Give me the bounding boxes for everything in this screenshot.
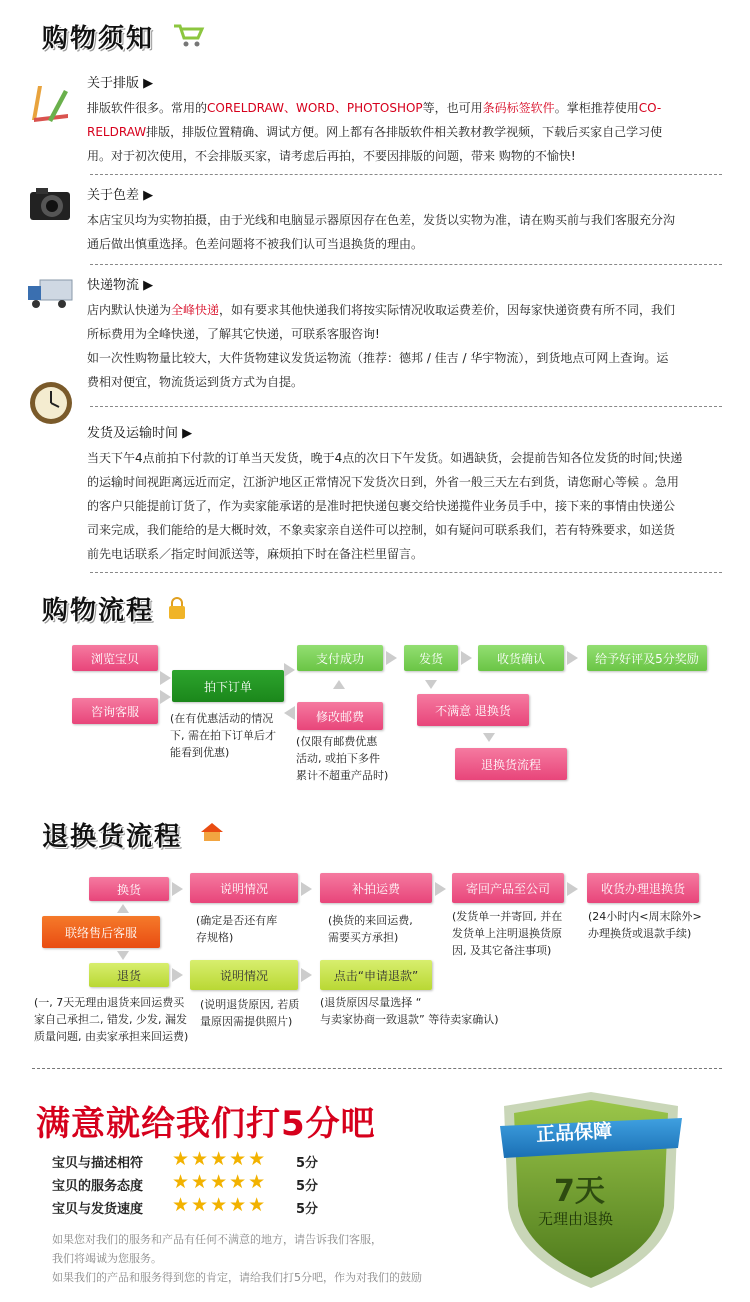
arrow-right-icon [172, 968, 183, 982]
postage-cost-note: (换货的来回运费, 需要买方承担) [328, 914, 413, 944]
refund-note: (一, 7天无理由退货来回运费买 家自己承担二, 错发, 少发, 漏发 质量问题, 由卖家承担来回运费) [34, 996, 189, 1043]
apply-refund-box: 点击“申请退款” [320, 960, 432, 990]
house-icon [200, 822, 224, 842]
truck-icon [26, 272, 70, 316]
camera-icon [28, 182, 72, 226]
stars-icon: ★★★★★ [172, 1194, 268, 1216]
arrow-right-icon [435, 882, 446, 896]
apply-note: (退货原因尽量选择 “ 与卖家协商一致退款” 等待卖家确认) [320, 996, 499, 1026]
divider [90, 264, 722, 265]
section-delivery-time: 发货及运输时间 ▶ 当天下午4点前拍下付款的订单当天发货，晚于4点的次日下午发货。如遇缺货，会提前告知各位发货的时间;快递 的运输时间视距离远近而定，江浙沪地区正常情况下发货次日到，外省一般三天左右到货，请您耐心等候 。急用 的客户只能提前订货了，作为卖家能承诺的是准时把快递包裹交给快递揽件业务员手中，接下来的事情由快递公 司来完成，我们能给的是大概时效，不象卖家亲自送件可以控制，如有疑问可联系我们，若有特殊要求，如送货 前先电话联系／指定时间派送等，麻烦拍下时在备注栏里留言。 [87, 426, 683, 561]
arrow-down-icon [425, 680, 437, 689]
rating-row: 宝贝的服务态度 [52, 1179, 144, 1194]
section-shipping: 快递物流 ▶ 店内默认快递为全峰快递，如有要求其他快递我们将按实际情况收取运费差价，因每家快递资费有所不同，我们 所标费用为全峰快递，了解其它快递，可联系客服咨询! 如一次性购物量比较大，大件货物建议发货运物流（推荐：德邦 / 佳吉 / 华宇物流），到货地点可网上查询。运 费相对便宜，物流货运到货方式为自提。 [87, 278, 676, 389]
refund-box: 退货 [89, 963, 169, 987]
receive-box: 收货确认 [478, 645, 564, 671]
arrow-right-icon [160, 671, 171, 685]
score: 5分 [296, 1179, 319, 1194]
score: 5分 [296, 1156, 319, 1171]
stars-icon: ★★★★★ [172, 1148, 268, 1170]
arrow-right-icon [301, 968, 312, 982]
return-flow-box: 退换货流程 [455, 748, 567, 780]
heading-flow: 购物流程 [42, 596, 155, 626]
postage-note: (仅限有邮费优惠 活动, 或拍下多件 累计不超重产品时) [296, 735, 389, 782]
arrow-left-icon [284, 706, 295, 720]
ruler-pencil-icon [28, 80, 72, 124]
section-color: 关于色差 ▶ 本店宝贝均为实物拍摄，由于光线和电脑显示器原因存在色差，发货以实物为准，请在购买前与我们客服充分沟 通后做出慎重选择。色差问题将不被我们认可当退换货的理由。 [87, 188, 676, 251]
slogan: 满意就给我们打5分吧 [36, 1104, 376, 1144]
pay-box: 支付成功 [297, 645, 383, 671]
exchange-box: 换货 [89, 877, 169, 901]
arrow-right-icon [301, 882, 312, 896]
send-back-note: (发货单一并寄回, 并在 发货单上注明退换货原 因, 及其它备注事项) [452, 910, 563, 957]
browse-box: 浏览宝贝 [72, 645, 158, 671]
badge-days: 7天 [554, 1174, 605, 1209]
arrow-right-icon [461, 651, 472, 665]
heading-notice: 购物须知 [42, 24, 155, 54]
arrow-down-icon [117, 951, 129, 960]
send-back-box: 寄回产品至公司 [452, 873, 564, 903]
process-note: (24小时内<周末除外> 办理换货或退款手续) [588, 910, 702, 940]
divider [90, 572, 722, 573]
rating-row: 宝贝与发货速度 [52, 1202, 144, 1217]
explain-box-2: 说明情况 [190, 960, 298, 990]
arrow-down-icon [483, 733, 495, 742]
order-note: (在有优惠活动的情况 下, 需在拍下订单后才 能看到优惠) [170, 712, 276, 759]
guarantee-shield-icon [496, 1088, 686, 1292]
score: 5分 [296, 1202, 319, 1217]
stock-note: (确定是否还有库 存规格) [196, 914, 278, 944]
ship-box: 发货 [404, 645, 458, 671]
order-box: 拍下订单 [172, 670, 284, 702]
consult-box: 咨询客服 [72, 698, 158, 724]
repay-postage-box: 补拍运费 [320, 873, 432, 903]
review-box: 给予好评及5分奖励 [587, 645, 707, 671]
footer-text: 如果您对我们的服务和产品有任何不满意的地方，请告诉我们客服， 我们将竭诚为您服务。 如果我们的产品和服务得到您的肯定，请给我们打5分吧，作为对我们的鼓励 [52, 1233, 422, 1284]
section-layout: 关于排版 ▶ 排版软件很多。常用的CORELDRAW、WORD、PHOTOSHOP等，也可用条码标签软件。掌柜推荐使用CO- RELDRAW排版，排版位置精确、调试方便。网上都有各排版软件相关教材教学视频，下载后买家自己学习使 用。对于初次使用，不会排版买家，请考虑后再拍，不要因排版的问题，带来 购物的不愉快! [87, 76, 663, 163]
stars-icon: ★★★★★ [172, 1171, 268, 1193]
arrow-right-icon [386, 651, 397, 665]
arrow-up-icon [333, 680, 345, 689]
heading-returns: 退换货流程 [42, 822, 183, 852]
divider [32, 1068, 722, 1069]
clock-icon [28, 380, 74, 426]
arrow-right-icon [567, 882, 578, 896]
badge-subtitle: 无理由退换 [538, 1210, 614, 1228]
rating-row: 宝贝与描述相符 [52, 1156, 144, 1171]
unsatisfied-box: 不满意 退换货 [417, 694, 529, 726]
arrow-right-icon [567, 651, 578, 665]
arrow-up-icon [117, 904, 129, 913]
arrow-right-icon [172, 882, 183, 896]
process-box: 收货办理退换货 [587, 873, 699, 903]
contact-service-box: 联络售后客服 [42, 916, 160, 948]
arrow-right-icon [160, 690, 171, 704]
lock-icon [167, 596, 187, 620]
shopping-cart-icon [172, 22, 206, 48]
arrow-right-icon [284, 663, 295, 677]
reason-note: (说明退货原因, 若质 量原因需提供照片) [200, 998, 300, 1028]
explain-box-1: 说明情况 [190, 873, 298, 903]
divider [90, 406, 722, 407]
badge-title: 正品保障 [535, 1120, 613, 1146]
modify-postage-box: 修改邮费 [297, 702, 383, 730]
divider [90, 174, 722, 175]
